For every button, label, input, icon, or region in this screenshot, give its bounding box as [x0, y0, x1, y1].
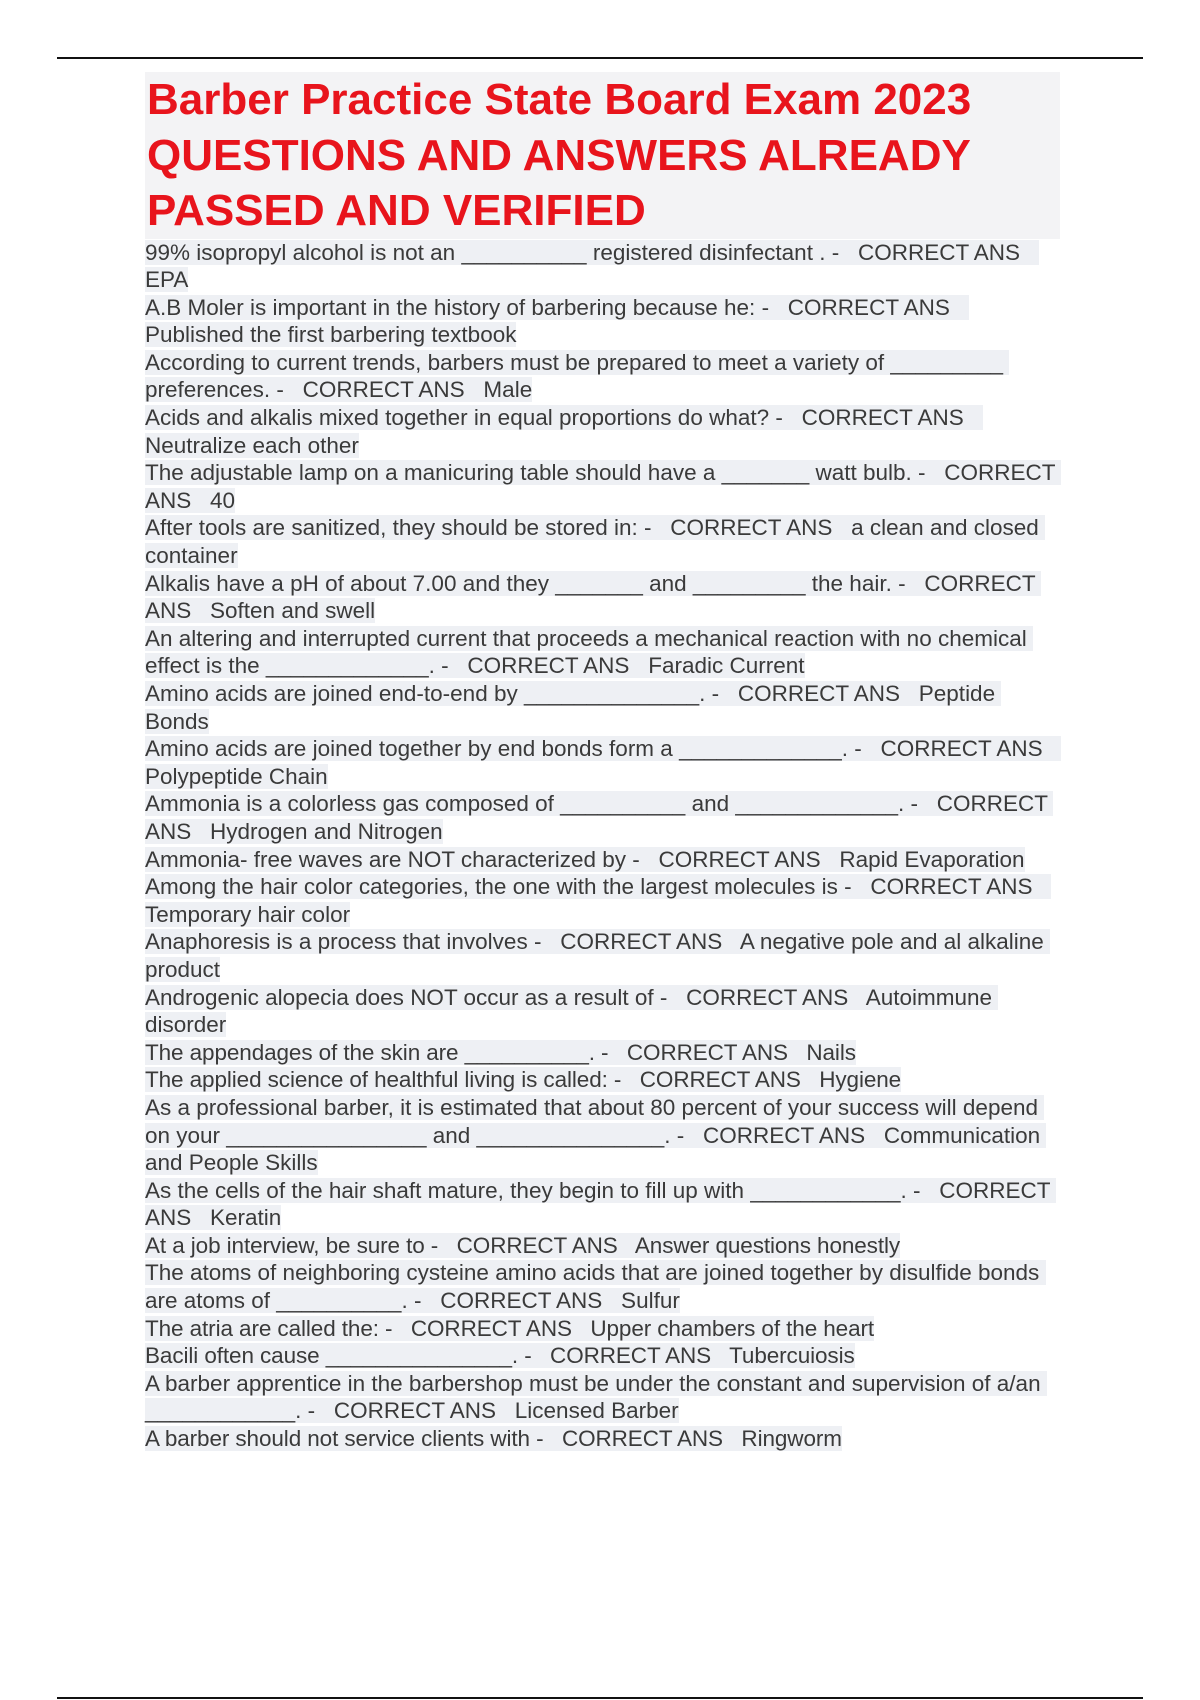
qa-item: 99% isopropyl alcohol is not an __________ registered disinfectant . - CORRECT ANS EPA	[145, 239, 1039, 293]
qa-item: Anaphoresis is a process that involves - CORRECT ANS A negative pole and al alkaline product	[145, 929, 1051, 982]
qa-item: Alkalis have a pH of about 7.00 and they _______ and _________ the hair. - CORRECT ANS Soften and swell	[145, 570, 1041, 624]
qa-item: The adjustable lamp on a manicuring table should have a _______ watt bulb. - CORRECT ANS 40	[145, 460, 1061, 513]
qa-item: Amino acids are joined together by end bonds form a _____________. - CORRECT ANS Polypeptide Chain	[145, 736, 1062, 789]
top-rule	[57, 57, 1143, 59]
qa-list	[145, 239, 1060, 1453]
qa-item: The atoms of neighboring cysteine amino acids that are joined together by disulfide bonds are atoms of __________. - CORRECT ANS Sulfur	[145, 1260, 1046, 1314]
qa-item: At a job interview, be sure to - CORRECT ANS Answer questions honestly	[145, 1232, 901, 1258]
qa-item: Ammonia- free waves are NOT characterized by - CORRECT ANS Rapid Evaporation	[145, 846, 1025, 872]
qa-item: According to current trends, barbers must be prepared to meet a variety of _________ preferences. - CORRECT ANS Male	[145, 349, 1010, 403]
qa-item: The appendages of the skin are __________. - CORRECT ANS Nails	[145, 1039, 856, 1065]
qa-item: After tools are sanitized, they should be stored in: - CORRECT ANS a clean and closed container	[145, 515, 1046, 569]
qa-item: As the cells of the hair shaft mature, they begin to fill up with ____________. - CORRECT ANS Keratin	[145, 1177, 1056, 1231]
qa-item: Ammonia is a colorless gas composed of __________ and _____________. - CORRECT ANS Hydrogen and Nitrogen	[145, 791, 1054, 844]
page-content	[145, 72, 1060, 1453]
bottom-rule	[57, 1697, 1143, 1699]
qa-item: Androgenic alopecia does NOT occur as a result of - CORRECT ANS Autoimmune disorder	[145, 984, 999, 1038]
qa-item: As a professional barber, it is estimated that about 80 percent of your success will depend on your ________________ and _______________. - CORRECT ANS Communication and People Skills	[145, 1094, 1047, 1176]
qa-item: A.B Moler is important in the history of barbering because he: - CORRECT ANS Published the first barbering textbook	[145, 294, 969, 348]
qa-item: An altering and interrupted current that proceeds a mechanical reaction with no chemical effect is the _____________. - CORRECT ANS Faradic Current	[145, 625, 1034, 679]
document-title: Barber Practice State Board Exam 2023 QUESTIONS AND ANSWERS ALREADY PASSED AND VERIFIED	[145, 72, 1060, 239]
qa-item: Acids and alkalis mixed together in equal proportions do what? - CORRECT ANS Neutralize each other	[145, 405, 983, 458]
qa-item: Bacili often cause _______________. - CORRECT ANS Tubercuiosis	[145, 1343, 855, 1369]
qa-item: A barber should not service clients with - CORRECT ANS Ringworm	[145, 1426, 842, 1452]
qa-item: Among the hair color categories, the one with the largest molecules is - CORRECT ANS Temporary hair color	[145, 874, 1052, 927]
qa-item: The applied science of healthful living is called: - CORRECT ANS Hygiene	[145, 1067, 902, 1093]
qa-item: A barber apprentice in the barbershop must be under the constant and supervision of a/an ____________. - CORRECT ANS Licensed Barber	[145, 1370, 1047, 1424]
qa-item: Amino acids are joined end-to-end by ______________. - CORRECT ANS Peptide Bonds	[145, 681, 1002, 734]
qa-item: The atria are called the: - CORRECT ANS Upper chambers of the heart	[145, 1315, 875, 1341]
